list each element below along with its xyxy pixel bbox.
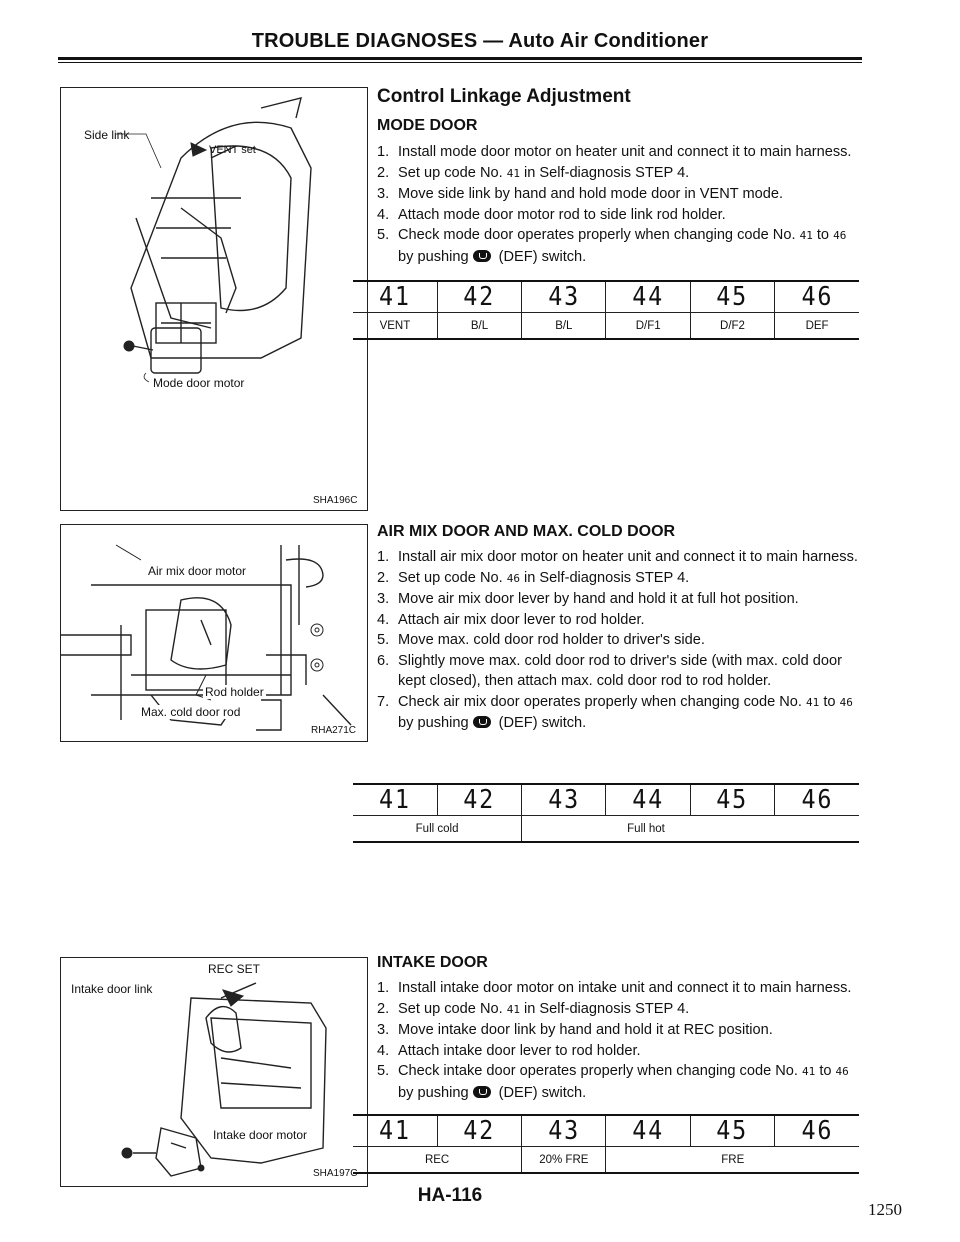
intake-cell-rec: REC [353,1147,522,1174]
step-number: 5. [377,1063,390,1079]
code-cell: 42 [442,1115,518,1147]
step-text: in Self-diagnosis STEP 4. [519,1000,690,1017]
code-row [353,1115,859,1147]
step-item [377,163,862,185]
step-code: 46 [839,695,853,709]
step-text: by pushing [398,1084,469,1101]
step-text: Install intake door motor on intake unit and connect it to main harness. [398,980,852,996]
code-cell: 46 [779,1115,855,1147]
code-cell: 41 [357,1115,433,1147]
step-item [377,568,862,590]
intake-door-code-table [353,1114,859,1174]
code-cell: 41 [357,281,433,313]
code-cell: 45 [695,784,771,816]
figure-air-mix-door [60,524,368,742]
step-code: 41 [806,695,820,709]
step-item [377,692,862,734]
mode-cell: D/F2 [690,313,774,340]
code-cell: 44 [610,1115,686,1147]
step-item [377,630,862,651]
label-intake-door-link: Intake door link [71,982,153,996]
temp-cell-full-hot: Full hot [522,816,859,843]
header-rule-thin [58,62,862,63]
code-cell: 43 [526,1115,602,1147]
step-text: Move intake door link by hand and hold it at REC position. [398,1022,773,1038]
section-title-air-mix: AIR MIX DOOR AND MAX. COLD DOOR [377,523,676,540]
step-item [377,1020,862,1041]
step-number: 3. [377,186,390,202]
step-item [377,225,862,267]
step-text: in Self-diagnosis STEP 4. [519,569,690,586]
step-item [377,184,862,205]
mode-cell: DEF [775,313,859,340]
figure-code: RHA271C [311,725,357,736]
step-text: (DEF) switch. [494,715,587,731]
code-row [353,281,859,313]
step-item [377,1041,862,1062]
step-item [377,205,862,226]
step-number: 1. [377,144,390,160]
figure-intake-door [60,957,368,1187]
step-text: Slightly move max. cold door rod to driver's side (with max. cold door kept closed), then attach max. cold door rod to rod holder. [398,652,843,689]
step-number: 6. [377,652,390,669]
code-cell: 44 [610,281,686,313]
step-text: by pushing [398,715,469,731]
page-index: 1250 [868,1200,902,1219]
label-air-mix-door-motor: Air mix door motor [148,564,247,578]
code-cell: 46 [779,281,855,313]
step-number: 2. [377,569,390,586]
step-number: 3. [377,591,390,607]
label-vent-set: VENT set [209,144,256,156]
step-text: Set up code No. [398,1000,507,1017]
label-rod-holder: Rod holder [205,685,264,699]
step-text: Move max. cold door rod holder to driver's side. [398,632,705,648]
code-cell: 45 [695,1115,771,1147]
temp-row [353,816,859,843]
step-number: 1. [377,549,390,565]
step-code: 41 [799,229,813,242]
step-code: 41 [506,166,520,180]
step-code: 41 [506,1002,520,1016]
step-text: Check intake door operates properly when changing code No. [398,1063,803,1079]
step-text: Check air mix door operates properly when changing code No. [398,693,807,710]
code-cell: 43 [526,281,602,313]
code-cell: 46 [779,784,855,816]
step-number: 3. [377,1022,390,1038]
page-header-title: TROUBLE DIAGNOSES — Auto Air Conditioner [251,30,709,52]
intake-row [353,1147,859,1174]
def-switch-icon [473,1086,491,1098]
step-number: 4. [377,1042,390,1059]
mode-cell: B/L [437,313,521,340]
def-switch-icon [473,250,491,262]
step-number: 1. [377,980,390,996]
label-side-link: Side link [84,128,130,142]
section-title-mode-door: MODE DOOR [377,117,478,134]
step-text: by pushing [398,248,469,265]
step-number: 5. [377,632,390,648]
code-cell: 44 [610,784,686,816]
air-mix-code-table [353,783,859,843]
step-code: 41 [802,1065,816,1078]
step-code: 46 [833,229,847,242]
figure-code: SHA196C [313,495,358,506]
section-title-intake-door: INTAKE DOOR [377,954,488,971]
label-max-cold-door-rod: Max. cold door rod [141,705,241,719]
step-text: to [819,693,840,710]
intake-cell-20-fre: 20% FRE [522,1147,606,1174]
mode-door-code-table [353,280,859,340]
step-text: to [812,227,834,243]
code-cell: 42 [442,784,518,816]
figure-mode-door [60,87,368,511]
step-item [377,999,862,1021]
mode-door-steps [377,142,862,267]
step-text: Attach air mix door lever to rod holder. [398,611,645,628]
label-intake-door-motor: Intake door motor [213,1128,308,1142]
step-text: in Self-diagnosis STEP 4. [519,164,690,181]
mode-cell: VENT [353,313,437,340]
step-item [377,610,862,631]
step-number: 2. [377,164,390,181]
step-item [377,589,862,610]
main-title: Control Linkage Adjustment [377,86,631,107]
step-text: Set up code No. [398,164,507,181]
intake-door-steps [377,978,862,1103]
step-code: 46 [506,571,520,585]
mode-row [353,313,859,340]
step-item [377,547,862,568]
code-cell: 41 [357,784,433,816]
temp-cell-full-cold: Full cold [353,816,522,843]
step-item [377,142,862,163]
step-text: (DEF) switch. [494,248,587,265]
step-text: Move air mix door lever by hand and hold it at full hot position. [398,591,799,607]
page-label: HA-116 [417,1185,483,1206]
code-cell: 42 [442,281,518,313]
step-item [377,1061,862,1103]
intake-cell-fre: FRE [606,1147,859,1174]
step-text: Install mode door motor on heater unit and connect it to main harness. [398,144,852,160]
figure-code: SHA197C [313,1168,358,1179]
step-item [377,651,862,692]
step-number: 7. [377,693,390,710]
step-item [377,978,862,999]
step-number: 4. [377,611,390,628]
code-cell: 45 [695,281,771,313]
label-rec-set: REC SET [208,962,261,976]
step-text: Attach mode door motor rod to side link rod holder. [398,206,726,223]
step-text: Attach intake door lever to rod holder. [398,1042,641,1059]
step-text: Set up code No. [398,569,507,586]
step-code: 46 [835,1065,849,1078]
air-mix-steps [377,547,862,734]
step-number: 4. [377,206,390,223]
step-text: (DEF) switch. [494,1084,587,1101]
label-mode-door-motor: Mode door motor [153,376,245,390]
def-switch-icon [473,716,491,728]
step-number: 5. [377,227,390,243]
step-number: 2. [377,1000,390,1017]
mode-cell: B/L [522,313,606,340]
code-cell: 43 [526,784,602,816]
step-text: to [815,1063,836,1079]
step-text: Check mode door operates properly when changing code No. [398,227,800,243]
step-text: Move side link by hand and hold mode door in VENT mode. [398,186,784,202]
header-rule [58,57,862,60]
step-text: Install air mix door motor on heater unit and connect it to main harness. [398,549,858,565]
code-row [353,784,859,816]
mode-cell: D/F1 [606,313,690,340]
